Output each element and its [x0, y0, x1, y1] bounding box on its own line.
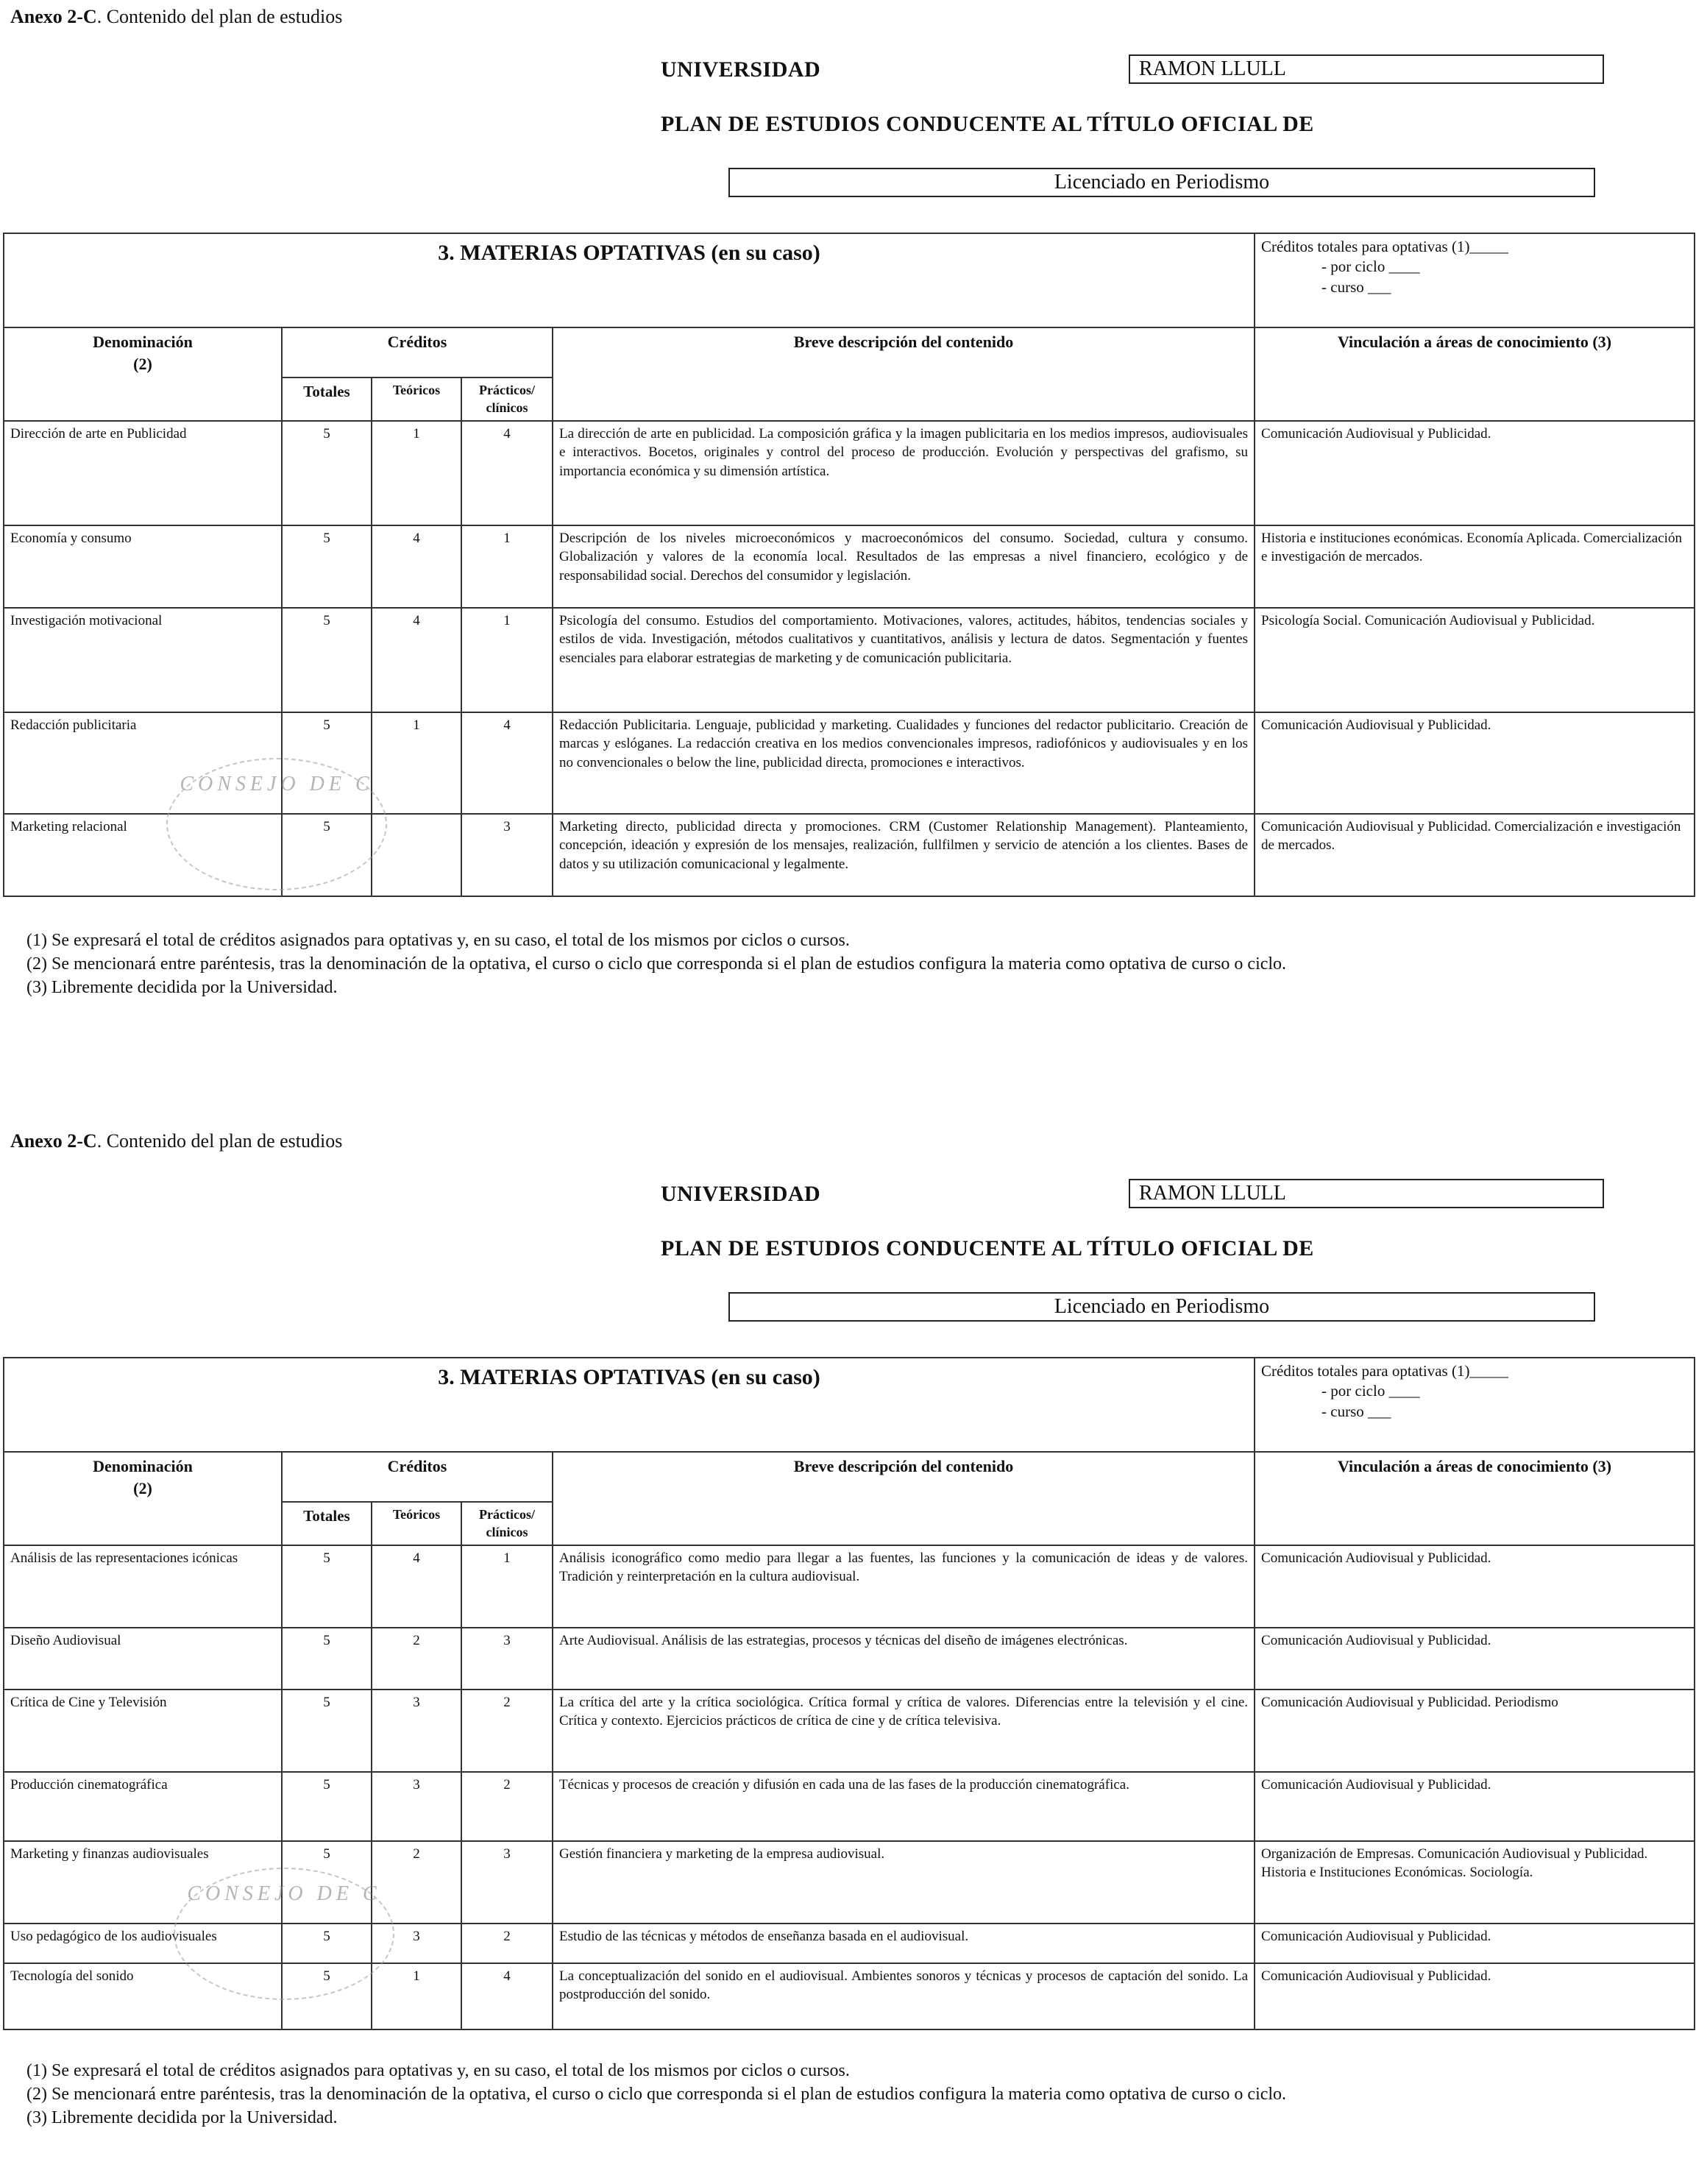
subject-name: Crítica de Cine y Televisión — [4, 1690, 282, 1772]
subject-name: Análisis de las representaciones icónicas — [4, 1545, 282, 1628]
footnote: (3) Libremente decidida por la Universidad. — [26, 978, 338, 997]
col-header-creditos: Créditos — [282, 1452, 553, 1502]
degree-value-box: Licenciado en Periodismo — [728, 168, 1595, 197]
col-header-teoricos: Teóricos — [372, 377, 461, 421]
credits-theory: 3 — [372, 1772, 461, 1841]
col-header-denominacion: Denominación (2) — [4, 327, 282, 421]
annex-heading: Anexo 2-C. Contenido del plan de estudios — [10, 1130, 343, 1152]
subject-name: Uso pedagógico de los audiovisuales — [4, 1924, 282, 1963]
credits-practice: 4 — [461, 421, 553, 525]
knowledge-area: Organización de Empresas. Comunicación Audiovisual y Publicidad. Historia e Instituciones Económicas. Sociología. — [1255, 1841, 1695, 1924]
knowledge-area: Comunicación Audiovisual y Publicidad. — [1255, 421, 1695, 525]
credit-totals: Créditos totales para optativas (1)_____ - por ciclo ____ - curso ___ — [1255, 233, 1695, 327]
stamp: CONSEJO DE C — [166, 758, 387, 890]
plan-title: PLAN DE ESTUDIOS CONDUCENTE AL TÍTULO OFICIAL DE — [661, 112, 1314, 136]
credits-theory: 2 — [372, 1628, 461, 1690]
knowledge-area: Comunicación Audiovisual y Publicidad. Comercialización e investigación de mercados. — [1255, 814, 1695, 896]
subject-name: Diseño Audiovisual — [4, 1628, 282, 1690]
section-title: 3. MATERIAS OPTATIVAS (en su caso) — [4, 233, 1255, 327]
knowledge-area: Comunicación Audiovisual y Publicidad. — [1255, 1545, 1695, 1628]
university-value-box: RAMON LLULL — [1129, 54, 1604, 84]
knowledge-area: Comunicación Audiovisual y Publicidad. — [1255, 1772, 1695, 1841]
credits-total: 5 — [282, 1841, 372, 1924]
knowledge-area: Historia e instituciones económicas. Economía Aplicada. Comercialización e investigación de mercados. — [1255, 525, 1695, 608]
knowledge-area: Comunicación Audiovisual y Publicidad. Periodismo — [1255, 1690, 1695, 1772]
knowledge-area: Comunicación Audiovisual y Publicidad. — [1255, 1628, 1695, 1690]
col-header-practicos: Prácticos/ clínicos — [461, 1502, 553, 1545]
university-value-box: RAMON LLULL — [1129, 1179, 1604, 1208]
table-row — [4, 421, 1695, 525]
subject-name: Marketing relacional — [4, 814, 282, 896]
subject-name: Tecnología del sonido — [4, 1963, 282, 2029]
col-header-creditos: Créditos — [282, 327, 553, 377]
credits-total: 5 — [282, 525, 372, 608]
col-header-practicos: Prácticos/ clínicos — [461, 377, 553, 421]
subject-name: Producción cinematográfica — [4, 1772, 282, 1841]
credits-total: 5 — [282, 1690, 372, 1772]
document-page — [0, 1124, 1696, 2184]
subject-description: Descripción de los niveles microeconómicos y macroeconómicos del consumo. Sociedad, cultura y consumo. Globalización y valores de la economía local. Resultados de las empresas a nivel financiero, ecológico y de responsabilidad social. Derechos del consumidor y legislación. — [553, 525, 1255, 608]
credits-theory: 1 — [372, 712, 461, 814]
subject-description: Marketing directo, publicidad directa y promociones. CRM (Customer Relationship Management). Planteamiento, concepción, ideación y expresión de los mensajes, realización, fullfilmen y servicio de atención a los clientes. Bases de datos y su utilización comunicacional y legalmente. — [553, 814, 1255, 896]
col-header-descripcion: Breve descripción del contenido — [553, 327, 1255, 421]
credits-practice: 2 — [461, 1924, 553, 1963]
subject-description: Análisis iconográfico como medio para llegar a las fuentes, las funciones y la comunicación de ideas y de valores. Tradición y reinterpretación en la cultura audiovisual. — [553, 1545, 1255, 1628]
knowledge-area: Comunicación Audiovisual y Publicidad. — [1255, 712, 1695, 814]
col-header-denominacion: Denominación (2) — [4, 1452, 282, 1545]
document-page — [0, 0, 1696, 1060]
credits-theory: 4 — [372, 608, 461, 712]
knowledge-area: Comunicación Audiovisual y Publicidad. — [1255, 1963, 1695, 2029]
subject-description: La conceptualización del sonido en el audiovisual. Ambientes sonoros y técnicas y procesos de captación del sonido. La postproducción del sonido. — [553, 1963, 1255, 2029]
degree-value-box: Licenciado en Periodismo — [728, 1292, 1595, 1322]
subject-description: La dirección de arte en publicidad. La composición gráfica y la imagen publicitaria en los medios impresos, audiovisuales e interactivos. Bocetos, originales y control del proceso de producción. Evolución y perspectivas del grafismo, su importancia económica y su dimensión artística. — [553, 421, 1255, 525]
col-header-vinculacion: Vinculación a áreas de conocimiento (3) — [1255, 1452, 1695, 1545]
subject-name: Redacción publicitaria — [4, 712, 282, 814]
table-row — [4, 1690, 1695, 1772]
footnotes — [26, 2059, 1286, 2130]
table-row — [4, 608, 1695, 712]
annex-heading: Anexo 2-C. Contenido del plan de estudios — [10, 6, 343, 27]
credits-practice: 4 — [461, 1963, 553, 2029]
credits-practice: 2 — [461, 1772, 553, 1841]
university-label: UNIVERSIDAD — [661, 1182, 821, 1206]
credits-theory: 2 — [372, 1841, 461, 1924]
credits-practice: 3 — [461, 1628, 553, 1690]
subject-name: Marketing y finanzas audiovisuales — [4, 1841, 282, 1924]
credits-theory: 1 — [372, 421, 461, 525]
subject-name: Economía y consumo — [4, 525, 282, 608]
knowledge-area: Psicología Social. Comunicación Audiovisual y Publicidad. — [1255, 608, 1695, 712]
credits-theory: 3 — [372, 1690, 461, 1772]
credits-theory: 4 — [372, 525, 461, 608]
subject-description: Gestión financiera y marketing de la empresa audiovisual. — [553, 1841, 1255, 1924]
subject-description: Psicología del consumo. Estudios del comportamiento. Motivaciones, valores, actitudes, hábitos, tendencias sociales y estilos de vida. Investigación, métodos cualitativos y cuantitativos, análisis y lectura de datos. Segmentación y fuentes esenciales para elaborar estrategias de marketing y de comunicación publicitaria. — [553, 608, 1255, 712]
credits-total: 5 — [282, 1963, 372, 2029]
credits-practice: 1 — [461, 525, 553, 608]
col-header-totales: Totales — [282, 377, 372, 421]
subject-description: Estudio de las técnicas y métodos de enseñanza basada en el audiovisual. — [553, 1924, 1255, 1963]
credits-total: 5 — [282, 814, 372, 896]
plan-title: PLAN DE ESTUDIOS CONDUCENTE AL TÍTULO OFICIAL DE — [661, 1236, 1314, 1261]
credits-practice: 3 — [461, 814, 553, 896]
col-header-vinculacion: Vinculación a áreas de conocimiento (3) — [1255, 327, 1695, 421]
knowledge-area: Comunicación Audiovisual y Publicidad. — [1255, 1924, 1695, 1963]
footnote: (2) Se mencionará entre paréntesis, tras la denominación de la optativa, el curso o ciclo que corresponda si el plan de estudios configura la materia como optativa de curso o ciclo. — [26, 954, 1287, 974]
credits-theory: 4 — [372, 1545, 461, 1628]
credits-theory: 3 — [372, 1924, 461, 1963]
credits-theory: 1 — [372, 1963, 461, 2029]
section-title: 3. MATERIAS OPTATIVAS (en su caso) — [4, 1358, 1255, 1452]
credits-practice: 3 — [461, 1841, 553, 1924]
subject-description: La crítica del arte y la crítica sociológica. Crítica formal y crítica de valores. Diferencias entre la televisión y el cine. Crítica y contexto. Ejercicios prácticos de crítica de cine y de crítica televisiva. — [553, 1690, 1255, 1772]
footnotes — [26, 929, 1286, 999]
credits-total: 5 — [282, 1924, 372, 1963]
university-label: UNIVERSIDAD — [661, 57, 821, 82]
subject-description: Redacción Publicitaria. Lenguaje, publicidad y marketing. Cualidades y funciones del redactor publicitario. Creación de marcas y eslóganes. La redacción creativa en los medios convencionales impresos, radiofónicos y audiovisuales y en los no convencionales o below the line, publicidad directa, promociones e interactivos. — [553, 712, 1255, 814]
col-header-teoricos: Teóricos — [372, 1502, 461, 1545]
table-row — [4, 525, 1695, 608]
credits-practice: 2 — [461, 1690, 553, 1772]
col-header-descripcion: Breve descripción del contenido — [553, 1452, 1255, 1545]
table-row — [4, 1545, 1695, 1628]
credits-total: 5 — [282, 1545, 372, 1628]
credits-total: 5 — [282, 712, 372, 814]
credits-practice: 1 — [461, 608, 553, 712]
subject-description: Técnicas y procesos de creación y difusión en cada una de las fases de la producción cinematográfica. — [553, 1772, 1255, 1841]
subject-description: Arte Audiovisual. Análisis de las estrategias, procesos y técnicas del diseño de imágenes electrónicas. — [553, 1628, 1255, 1690]
footnote: (3) Libremente decidida por la Universidad. — [26, 2108, 338, 2127]
stamp: CONSEJO DE C — [174, 1868, 394, 2000]
footnote: (1) Se expresará el total de créditos asignados para optativas y, en su caso, el total de los mismos por ciclos o cursos. — [26, 931, 850, 950]
credits-practice: 1 — [461, 1545, 553, 1628]
subject-name: Dirección de arte en Publicidad — [4, 421, 282, 525]
credits-total: 5 — [282, 1628, 372, 1690]
subject-name: Investigación motivacional — [4, 608, 282, 712]
credit-totals: Créditos totales para optativas (1)_____ - por ciclo ____ - curso ___ — [1255, 1358, 1695, 1452]
footnote: (1) Se expresará el total de créditos asignados para optativas y, en su caso, el total de los mismos por ciclos o cursos. — [26, 2061, 850, 2080]
credits-practice: 4 — [461, 712, 553, 814]
table-row — [4, 1628, 1695, 1690]
table-row — [4, 1772, 1695, 1841]
footnote: (2) Se mencionará entre paréntesis, tras la denominación de la optativa, el curso o ciclo que corresponda si el plan de estudios configura la materia como optativa de curso o ciclo. — [26, 2085, 1287, 2104]
credits-total: 5 — [282, 608, 372, 712]
credits-total: 5 — [282, 1772, 372, 1841]
credits-total: 5 — [282, 421, 372, 525]
col-header-totales: Totales — [282, 1502, 372, 1545]
